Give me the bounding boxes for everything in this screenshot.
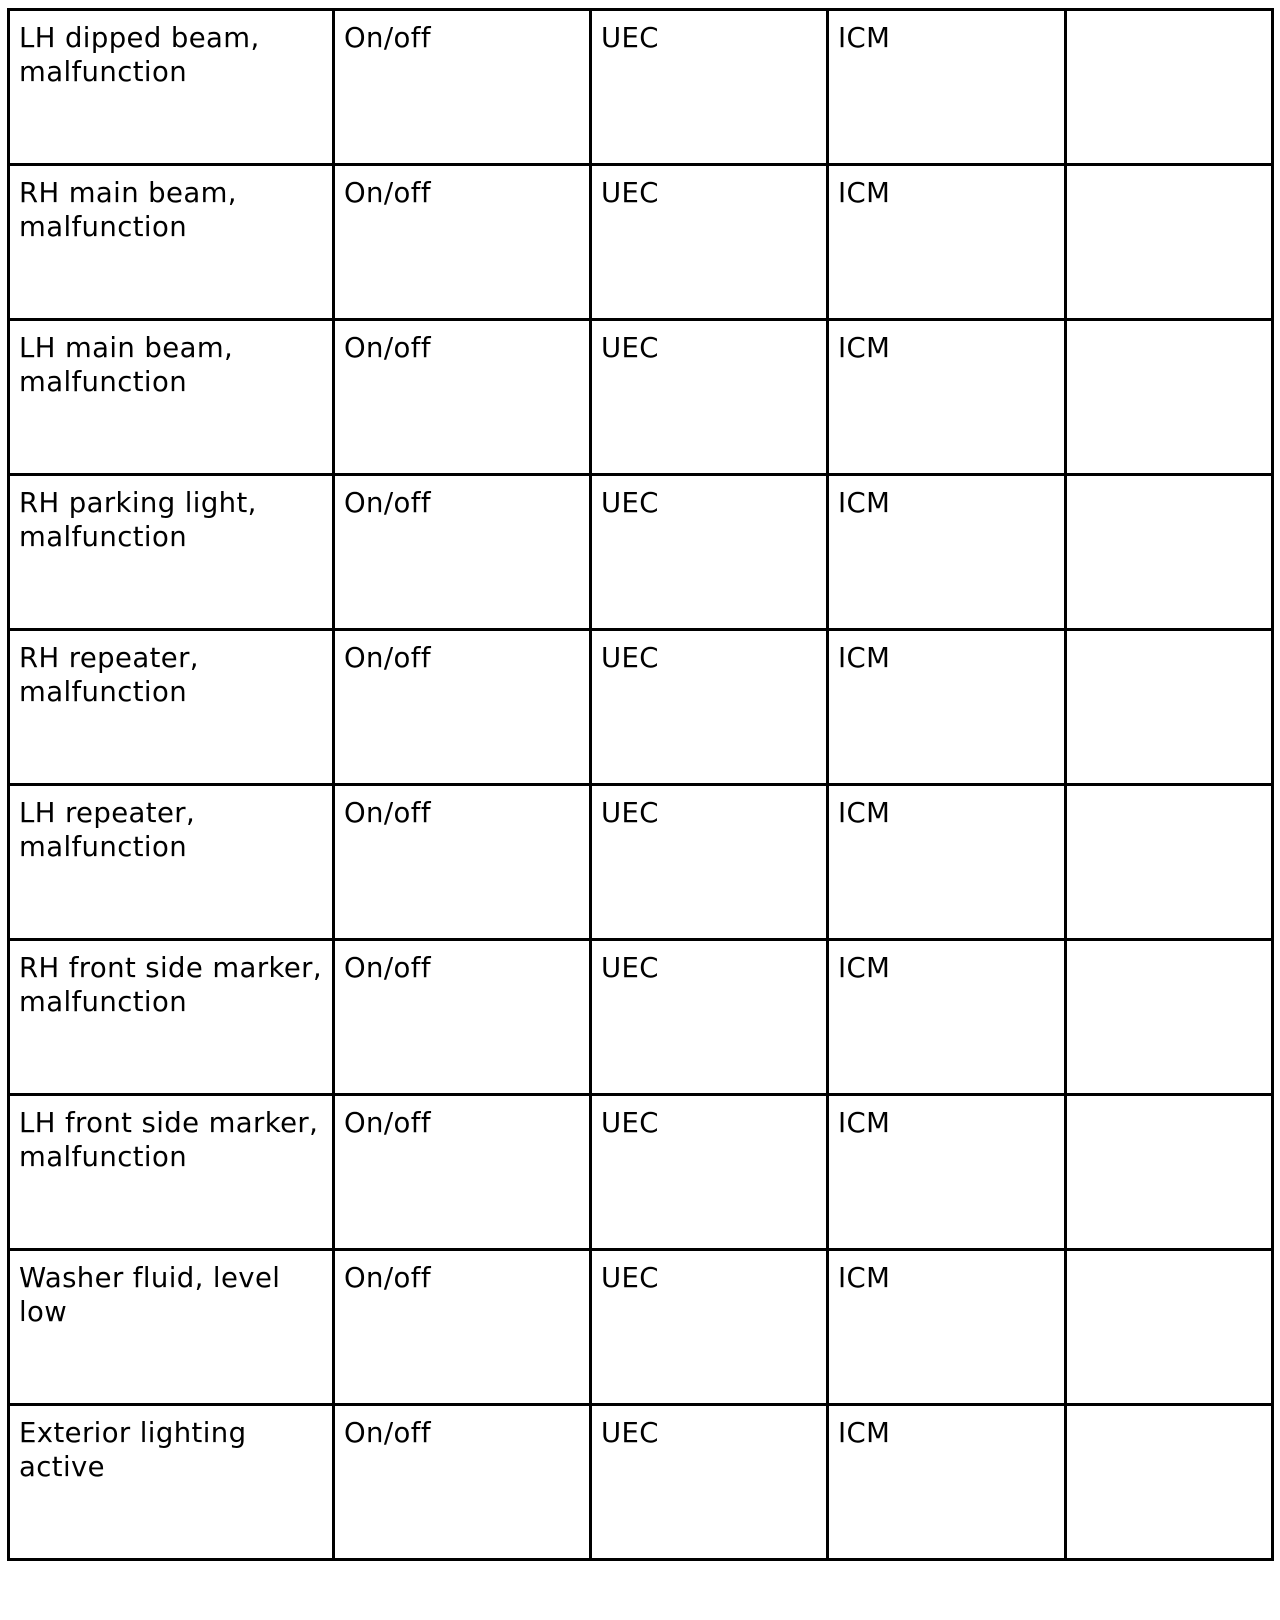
- signal-type-cell: On/off: [334, 165, 591, 320]
- signal-type-cell: On/off: [334, 320, 591, 475]
- table-row: [9, 630, 1273, 785]
- table-row: [9, 475, 1273, 630]
- note-cell: [1066, 10, 1273, 165]
- sender-cell: UEC: [591, 630, 828, 785]
- sender-cell: UEC: [591, 785, 828, 940]
- note-cell: [1066, 940, 1273, 1095]
- signal-name-cell: Exterior lighting active: [9, 1405, 334, 1560]
- note-cell: [1066, 475, 1273, 630]
- table-row: [9, 10, 1273, 165]
- table-row: [9, 320, 1273, 475]
- receiver-cell: ICM: [828, 320, 1066, 475]
- signal-name-cell: RH front side marker, malfunction: [9, 940, 334, 1095]
- note-cell: [1066, 1095, 1273, 1250]
- receiver-cell: ICM: [828, 475, 1066, 630]
- signal-name-cell: LH dipped beam, malfunction: [9, 10, 334, 165]
- signal-table: [7, 8, 1274, 1561]
- sender-cell: UEC: [591, 165, 828, 320]
- signal-name-cell: LH front side marker, malfunction: [9, 1095, 334, 1250]
- receiver-cell: ICM: [828, 1250, 1066, 1405]
- signal-name-cell: RH main beam, malfunction: [9, 165, 334, 320]
- signal-name-cell: RH repeater, malfunction: [9, 630, 334, 785]
- receiver-cell: ICM: [828, 785, 1066, 940]
- signal-type-cell: On/off: [334, 475, 591, 630]
- signal-type-cell: On/off: [334, 1250, 591, 1405]
- sender-cell: UEC: [591, 1095, 828, 1250]
- signal-type-cell: On/off: [334, 785, 591, 940]
- receiver-cell: ICM: [828, 165, 1066, 320]
- note-cell: [1066, 1405, 1273, 1560]
- signal-type-cell: On/off: [334, 1095, 591, 1250]
- note-cell: [1066, 165, 1273, 320]
- signal-type-cell: On/off: [334, 630, 591, 785]
- sender-cell: UEC: [591, 320, 828, 475]
- signal-type-cell: On/off: [334, 940, 591, 1095]
- table-row: [9, 1250, 1273, 1405]
- receiver-cell: ICM: [828, 630, 1066, 785]
- signal-name-cell: Washer fluid, level low: [9, 1250, 334, 1405]
- receiver-cell: ICM: [828, 940, 1066, 1095]
- table-row: [9, 940, 1273, 1095]
- table-row: [9, 1405, 1273, 1560]
- note-cell: [1066, 630, 1273, 785]
- signal-name-cell: LH main beam, malfunction: [9, 320, 334, 475]
- signal-name-cell: LH repeater, malfunction: [9, 785, 334, 940]
- receiver-cell: ICM: [828, 1405, 1066, 1560]
- sender-cell: UEC: [591, 10, 828, 165]
- table-row: [9, 1095, 1273, 1250]
- note-cell: [1066, 320, 1273, 475]
- signal-name-cell: RH parking light, malfunction: [9, 475, 334, 630]
- sender-cell: UEC: [591, 475, 828, 630]
- table-row: [9, 165, 1273, 320]
- note-cell: [1066, 785, 1273, 940]
- note-cell: [1066, 1250, 1273, 1405]
- receiver-cell: ICM: [828, 1095, 1066, 1250]
- signal-type-cell: On/off: [334, 1405, 591, 1560]
- sender-cell: UEC: [591, 1405, 828, 1560]
- table-row: [9, 785, 1273, 940]
- sender-cell: UEC: [591, 940, 828, 1095]
- receiver-cell: ICM: [828, 10, 1066, 165]
- sender-cell: UEC: [591, 1250, 828, 1405]
- signal-type-cell: On/off: [334, 10, 591, 165]
